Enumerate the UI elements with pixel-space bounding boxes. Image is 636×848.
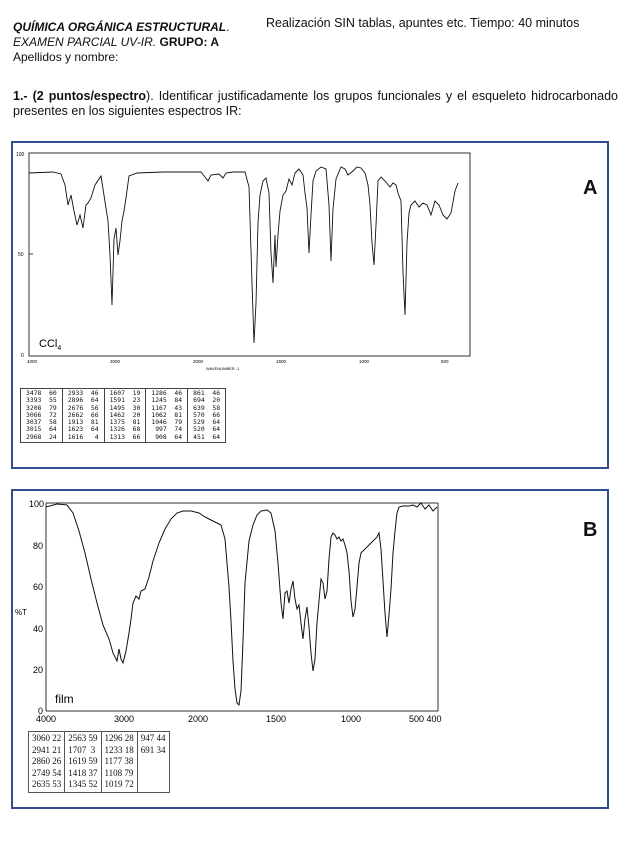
question-points: 2 puntos/espectro [36, 89, 147, 103]
spectrum-a-xtick-2000: 2000 [193, 359, 204, 364]
spectrum-a-table [20, 388, 226, 443]
question-number: 1.- ( [13, 89, 37, 103]
spectrum-b-table [28, 731, 170, 793]
table-row [29, 732, 170, 793]
spectrum-a-table-col-5: 861 46 694 20 639 58 570 66 529 64 520 64 451 64 [188, 389, 226, 443]
exam-title: EXAMEN PARCIAL UV-IR. [13, 35, 157, 49]
spectrum-b-table-col-2: 2563 59 1707 3 1619 59 1418 37 1345 52 [65, 732, 101, 793]
spectrum-a-ytick-100: 100 [16, 152, 25, 158]
spectrum-a-ytick-50: 50 [18, 252, 24, 258]
spectrum-b-xtick-2000: 2000 [188, 714, 209, 724]
spectrum-a-xtick-500: 500 [441, 359, 449, 364]
header-left [13, 20, 229, 65]
spectrum-b-ytick-40: 40 [33, 624, 44, 634]
spectrum-a-table-col-1: 3478 60 3393 55 3208 79 3066 72 3037 58 3015 64 2968 24 [21, 389, 63, 443]
spectrum-a-trace [29, 167, 458, 343]
spectrum-b-ytick-20: 20 [33, 665, 44, 675]
spectrum-b-sample: film [55, 692, 74, 706]
spectrum-a-sample [39, 338, 61, 352]
spectrum-b-table-col-3: 1296 28 1233 18 1177 38 1108 79 1019 72 [101, 732, 137, 793]
spectrum-b-trace [46, 503, 437, 705]
spectrum-a-axes [29, 153, 470, 356]
spectrum-a-table-col-4: 1286 46 1245 84 1167 43 1062 81 1046 79 997 74 908 64 [146, 389, 188, 443]
spectrum-b-ytick-80: 80 [33, 541, 44, 551]
spectrum-a-sample-main: CCl [39, 338, 58, 350]
spectrum-b-ytick-60: 60 [33, 582, 44, 592]
course-title-period: . [226, 20, 230, 34]
spectrum-b-ytick-100: 100 [29, 499, 45, 509]
spectrum-b-frame [11, 489, 609, 809]
group-label: GRUPO: A [159, 35, 220, 49]
spectrum-b-label: B [583, 519, 598, 541]
spectrum-a-xtick-3000: 3000 [110, 359, 121, 364]
spectrum-b-yaxis-title: %T [15, 608, 27, 617]
question-1 [13, 89, 618, 119]
course-title: QUÍMICA ORGÁNICA ESTRUCTURAL [13, 20, 227, 34]
spectrum-b-table-col-4: 947 44 691 34 [137, 732, 169, 793]
spectrum-b-xtick-4000: 4000 [36, 714, 57, 724]
spectrum-b-table-col-1: 3060 22 2941 21 2860 26 2749 54 2635 53 [29, 732, 65, 793]
spectrum-b-xtick-3000: 3000 [114, 714, 135, 724]
spectrum-a-label: A [583, 177, 598, 199]
spectrum-a-xtick-1500: 1500 [276, 359, 287, 364]
spectrum-a-sample-sub: 4 [57, 345, 62, 352]
question-text: ). Identificar justificadamente los grupos funcionales y el esqueleto hidrocarbonado presentes en los siguientes espectros IR: [13, 89, 618, 118]
spectrum-b-xtick-1500: 1500 [266, 714, 287, 724]
name-label: Apellidos y nombre: [13, 50, 119, 64]
spectrum-a-frame [11, 141, 609, 469]
spectrum-a-xtick-4000: 4000 [27, 359, 38, 364]
spectrum-b-ytick-0: 0 [38, 706, 44, 716]
instructions: Realización SIN tablas, apuntes etc. Tiempo: 40 minutos [266, 16, 580, 30]
spectrum-a-xtick-1000: 1000 [359, 359, 370, 364]
spectrum-b-xtick-1000: 1000 [341, 714, 362, 724]
spectrum-a-xaxis-title: WAVENUMBER -1 [206, 366, 240, 371]
spectrum-b-xtick-500-400: 500 400 [409, 714, 442, 724]
spectrum-a-ytick-0: 0 [21, 353, 24, 359]
spectrum-a-table-col-2: 2933 46 2896 64 2676 56 2662 66 1913 81 1623 64 1616 4 [62, 389, 104, 443]
table-row [21, 389, 226, 443]
spectrum-a-table-col-3: 1607 19 1591 23 1495 30 1462 20 1375 81 1326 68 1313 66 [104, 389, 146, 443]
